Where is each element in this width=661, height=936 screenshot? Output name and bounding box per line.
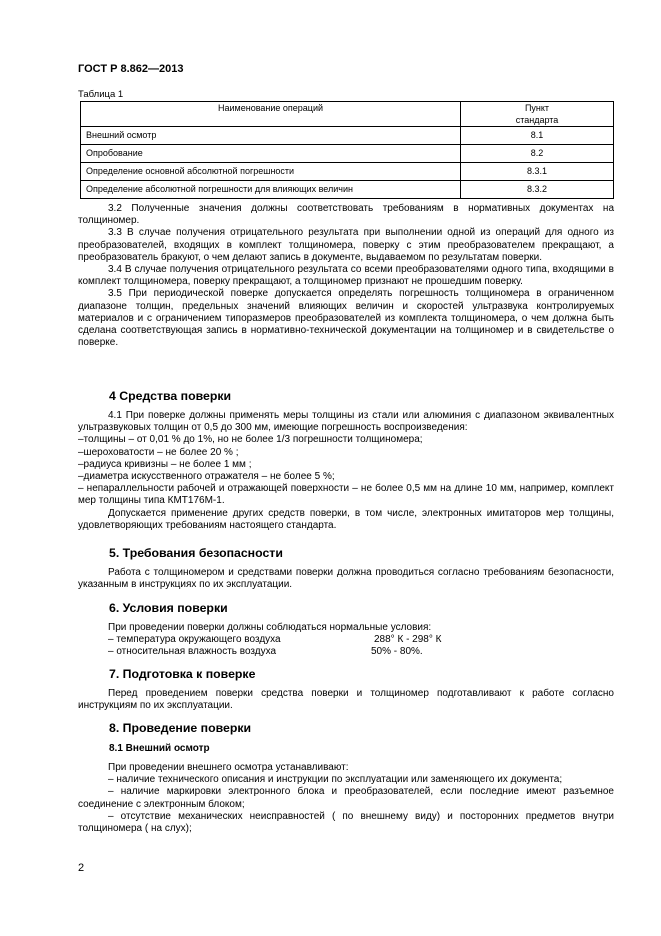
condition-value: 50% - 80%. [371,646,423,658]
subsection-8-1-title: 8.1 Внешний осмотр [109,743,210,754]
section-7-text [78,688,614,712]
paragraph-7: Перед проведением поверки средства поверки и толщиномер подготавливают к работе согласно инструкциям по их эксплуатации. [78,688,614,712]
condition-row-humidity [78,646,614,658]
clause-cell: 8.1 [461,127,614,145]
table-row [81,145,614,163]
col-clause-header-line2: стандарта [515,115,559,125]
list-item: – наличие технического описания и инструкции по эксплуатации или заменяющего их документа; [108,774,563,786]
section-3-text [78,203,614,349]
list-item: – непараллельности рабочей и отражающей поверхности – не более 0,5 мм на длине 10 мм, например, комплект мер толщины типа КМТ176М-1. [78,483,614,507]
clause-cell: 8.3.1 [461,163,614,181]
condition-row-temperature [78,634,614,646]
paragraph-4-2: Допускается применение других средств поверки, в том числе, электронных имитаторов мер толщины, удовлетворяющих требованиям настоящего стандарта. [78,507,614,531]
condition-value: 288° К - 298° К [374,634,442,646]
operation-cell: Опробование [81,145,461,163]
list-item: –диаметра искусственного отражателя – не более 5 %; [78,471,335,483]
list-item: –шероховатости – не более 20 % ; [78,446,239,458]
paragraph-3-3: 3.3 В случае получения отрицательного результата при выполнении одной из операций для одного из преобразователей, входящих в комплект толщиномера, поверку с этим преобразователем прекращают, а преобразователь бракуют, о чем делают запись в документе, выдаваемом по результатам поверки. [78,227,614,263]
list-item: – отсутствие механических неисправностей ( по внешнему виду) и посторонних предметов внутри толщиномера ( на слух); [78,810,614,835]
list-item: – наличие маркировки электронного блока и преобразователей, если последние имеют разъемное соединение с электронным блоком; [78,786,614,810]
paragraph-3-5: 3.5 При периодической поверке допускается определять погрешность толщиномера в ограниченном диапазоне толщин, предельных значений влияющих величин и скоростей ультразвука контролируемых материалов и с ограничением типоразмеров преобразователей из комплекта толщиномера, о чем должна быть сделана соответствующая запись в нормативно-технической документации на толщиномер и в свидетельстве о поверке. [78,288,614,349]
table-row [81,127,614,145]
operation-cell: Внешний осмотр [81,127,461,145]
page-number: 2 [78,862,85,874]
paragraph-3-2: 3.2 Полученные значения должны соответствовать требованиям в нормативных документах на толщиномер. [78,203,614,227]
paragraph-5: Работа с толщиномером и средствами поверки должна проводиться согласно требованиям безопасности, указанным в инструкциях по их эксплуатации. [78,567,614,591]
section-7-title: 7. Подготовка к поверке [109,667,256,681]
table-caption: Таблица 1 [78,89,124,100]
operations-table [80,101,614,199]
paragraph-6: При проведении поверки должны соблюдаться нормальные условия: [108,622,432,633]
section-6-text [78,622,614,659]
section-5-text [78,567,614,591]
col-operation-header: Наименование операций [81,102,461,127]
clause-cell: 8.2 [461,145,614,163]
table-header-row [81,102,614,127]
table-row [81,181,614,199]
operation-cell: Определение абсолютной погрешности для влияющих величин [81,181,461,199]
col-clause-header-line1: Пункт [524,103,550,113]
paragraph-4-1: 4.1 При поверке должны применять меры толщины из стали или алюминия с диапазоном эквивалентных ультразвуковых толщин от 0,5 до 300 мм, имеющие погрешность воспроизведения: [78,410,614,434]
section-5-title: 5. Требования безопасности [109,546,283,560]
list-item: –радиуса кривизны – не более 1 мм ; [78,458,252,470]
section-8-title: 8. Проведение поверки [109,721,252,735]
section-4-title: 4 Средства поверки [109,389,232,403]
section-4-text [78,410,614,532]
paragraph-3-4: 3.4 В случае получения отрицательного результата со всеми преобразователями одного типа, входящими в комплект толщиномера, поверку прекращают, а толщиномер признают не прошедшим поверку. [78,264,614,288]
operation-cell: Определение основной абсолютной погрешности [81,163,461,181]
clause-cell: 8.3.2 [461,181,614,199]
section-8-text [78,762,614,835]
condition-label: – относительная влажность воздуха [108,646,277,658]
table-row [81,163,614,181]
paragraph-8-1: При проведении внешнего осмотра устанавливают: [108,762,349,773]
list-item: –толщины – от 0,01 % до 1%, но не более 1/3 погрешности толщиномера; [78,434,423,446]
condition-label: – температура окружающего воздуха [108,634,281,646]
standard-header: ГОСТ Р 8.862—2013 [78,63,184,75]
col-clause-header [461,102,614,127]
section-6-title: 6. Условия поверки [109,601,228,615]
